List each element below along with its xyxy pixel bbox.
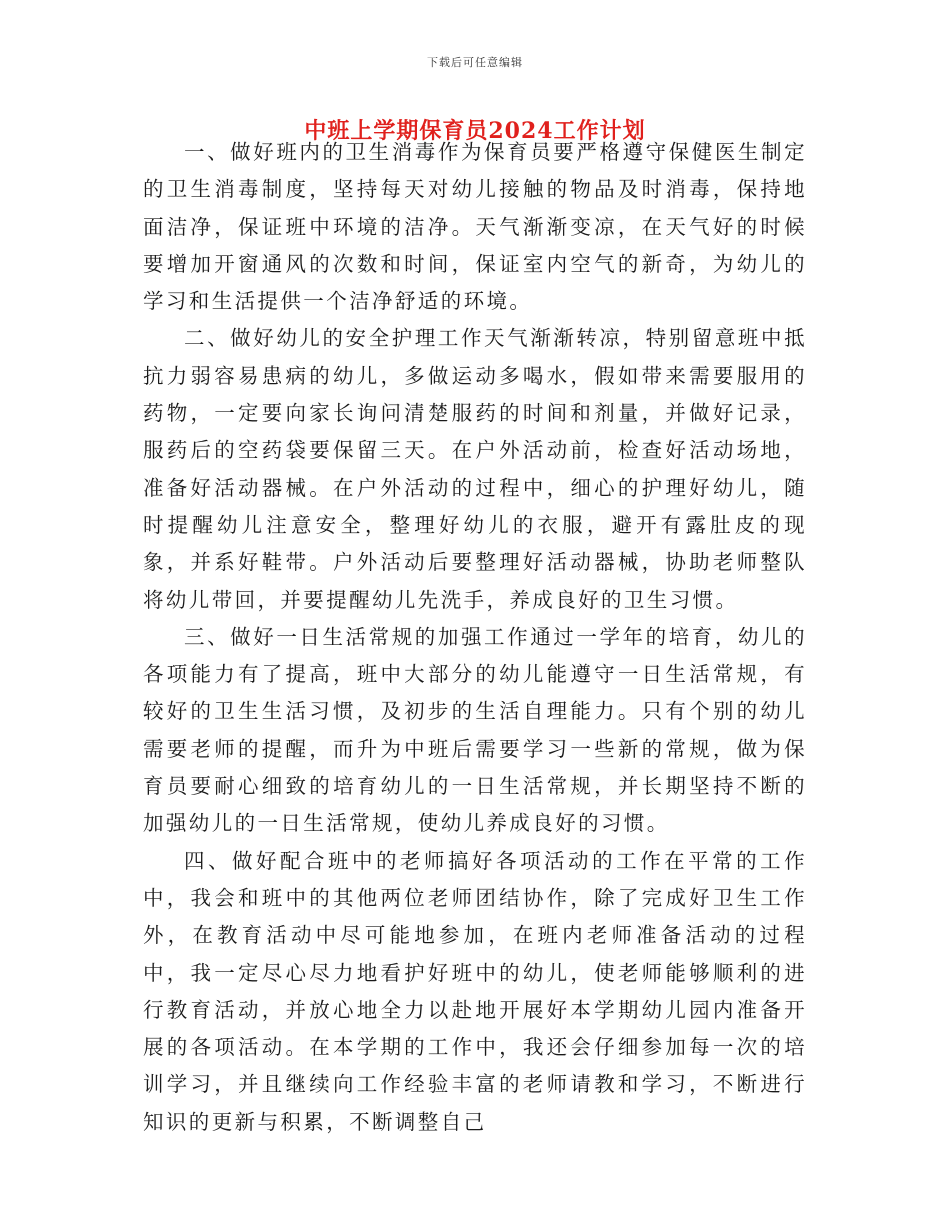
paragraph-3: 三、做好一日生活常规的加强工作通过一学年的培育，幼儿的各项能力有了提高，班中大部分的幼儿能遵守一日生活常规，有较好的卫生生活习惯，及初步的生活自理能力。只有个别的幼儿需要老师的提醒，而升为中班后需要学习一些新的常规，做为保育员要耐心细致的培育幼儿的一日生活常规，并长期坚持不断的加强幼儿的一日生活常规，使幼儿养成良好的习惯。 bbox=[143, 624, 807, 836]
paragraph-2: 二、做好幼儿的安全护理工作天气渐渐转凉，特别留意班中抵抗力弱容易患病的幼儿，多做运动多喝水，假如带来需要服用的药物，一定要向家长询问清楚服药的时间和剂量，并做好记录，服药后的空药袋要保留三天。在户外活动前，检查好活动场地，准备好活动器械。在户外活动的过程中，细心的护理好幼儿，随时提醒幼儿注意安全，整理好幼儿的衣服，避开有露肚皮的现象，并系好鞋带。户外活动后要整理好活动器械，协助老师整队将幼儿带回，并要提醒幼儿先洗手，养成良好的卫生习惯。 bbox=[143, 326, 807, 612]
paragraph-1: 一、做好班内的卫生消毒作为保育员要严格遵守保健医生制定的卫生消毒制度，坚持每天对幼儿接触的物品及时消毒，保持地面洁净，保证班中环境的洁净。天气渐渐变凉，在天气好的时候要增加开窗通风的次数和时间，保证室内空气的新奇，为幼儿的学习和生活提供一个洁净舒适的环境。 bbox=[143, 140, 807, 314]
document-title: 中班上学期保育员2024工作计划 bbox=[304, 118, 646, 144]
document-body bbox=[143, 134, 807, 1141]
paragraph-4: 四、做好配合班中的老师搞好各项活动的工作在平常的工作中，我会和班中的其他两位老师团结协作，除了完成好卫生工作外，在教育活动中尽可能地参加，在班内老师准备活动的过程中，我一定尽心尽力地看护好班中的幼儿，使老师能够顺利的进行教育活动，并放心地全力以赴地开展好本学期幼儿园内准备开展的各项活动。在本学期的工作中，我还会仔细参加每一次的培训学习，并且继续向工作经验丰富的老师请教和学习，不断进行知识的更新与积累，不断调整自己 bbox=[143, 848, 807, 1134]
header-note: 下载后可任意编辑 bbox=[427, 56, 523, 69]
